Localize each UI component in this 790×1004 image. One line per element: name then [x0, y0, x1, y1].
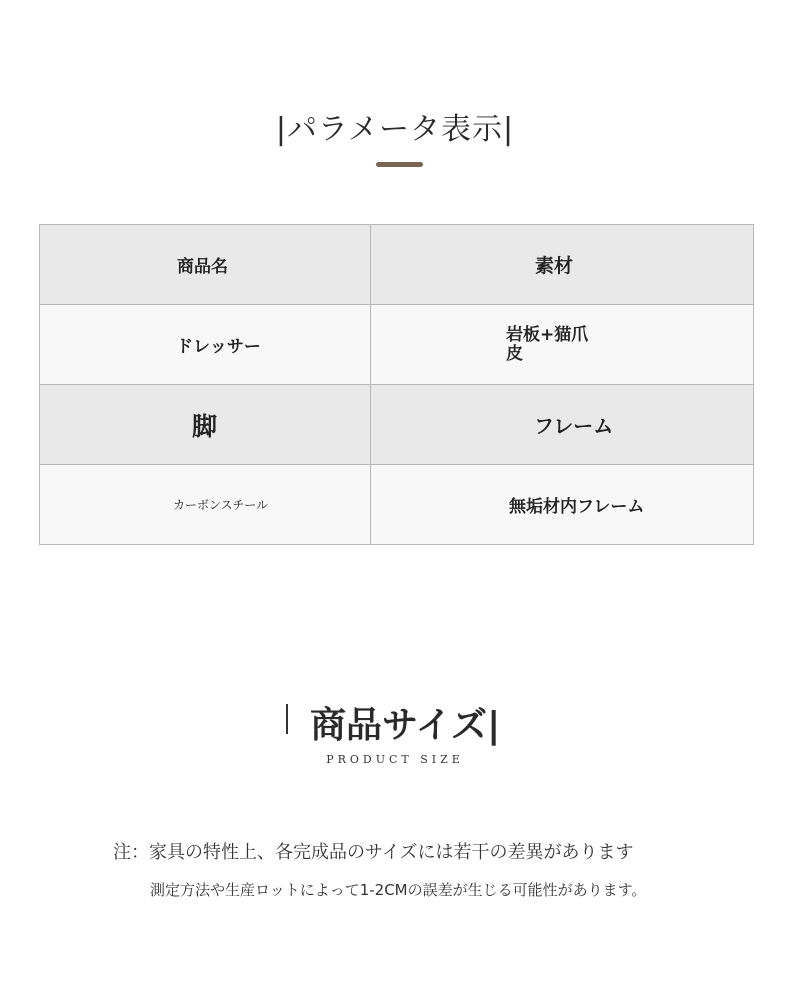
parameter-table	[39, 224, 754, 545]
size-note-line-1: 注：家具の特性上、各完成品のサイズには若干の差異があります	[113, 842, 634, 863]
frame-value: 無垢材内フレーム	[509, 497, 645, 517]
table-row	[40, 465, 754, 545]
table-cell	[371, 385, 754, 465]
table-cell	[371, 225, 754, 305]
title-bar-divider	[286, 704, 288, 734]
leg-value: カーボンスチール	[173, 498, 269, 512]
table-cell	[371, 305, 754, 385]
material-value: 岩板+猫爪皮	[506, 324, 589, 364]
title-underline-divider	[376, 162, 423, 167]
table-row	[40, 305, 754, 385]
table-cell	[40, 305, 371, 385]
parameter-section-title: |パラメータ表示|	[275, 112, 515, 147]
table-cell	[40, 465, 371, 545]
table-cell	[371, 465, 754, 545]
product-name-value: ドレッサー	[176, 337, 261, 357]
table-row	[40, 225, 754, 305]
table-cell	[40, 385, 371, 465]
product-name-label: 商品名	[177, 257, 228, 277]
product-size-title: 商品サイズ|	[310, 705, 501, 746]
size-note-line-2: 測定方法や生産ロットによって1-2CMの誤差が生じる可能性があります。	[150, 881, 647, 899]
frame-label: フレーム	[534, 414, 614, 438]
material-label: 素材	[535, 255, 574, 277]
leg-label: 脚	[192, 411, 218, 441]
table-cell	[40, 225, 371, 305]
product-size-subtitle: PRODUCT SIZE	[326, 753, 464, 766]
table-row	[40, 385, 754, 465]
